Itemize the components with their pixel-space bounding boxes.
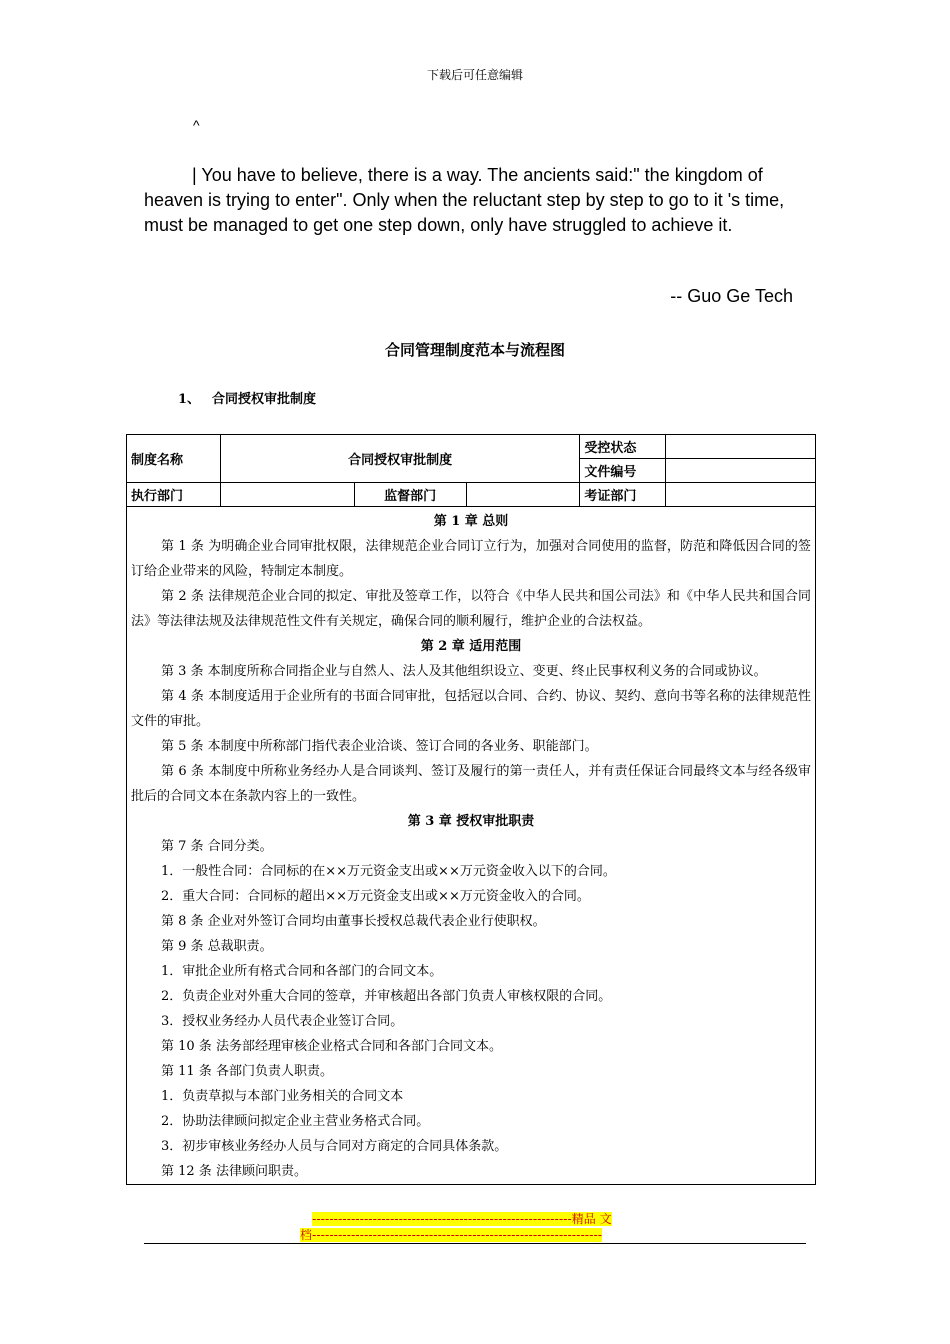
- exec-dept-label: 执行部门: [127, 483, 221, 507]
- article-paragraph: 2．负责企业对外重大合同的签章，并审核超出各部门负责人审核权限的合同。: [161, 989, 612, 1004]
- footer-rule: [144, 1243, 806, 1244]
- file-number-label: 文件编号: [580, 459, 666, 483]
- article-paragraph: 第 12 条 法律顾问职责。: [161, 1164, 307, 1179]
- footer-line-1: ------------------------------------------------------------精品 文: [312, 1212, 612, 1226]
- article-paragraph: 第 2 条 法律规范企业合同的拟定、审批及签章工作，以符合《中华人民共和国公司法》和《中华人民共和国合同法》等法律法规及法律规范性文件有关规定，确保合同的顺利履行，维护企业的合法权益。: [131, 589, 811, 629]
- section-heading: [178, 388, 316, 407]
- article-paragraph: 2．重大合同：合同标的超出××万元资金支出或××万元资金收入的合同。: [161, 889, 590, 904]
- article-paragraph: 第 11 条 各部门负责人职责。: [161, 1064, 333, 1079]
- chapter-heading: 第 1 章 总则: [433, 514, 509, 529]
- supervise-dept-value: [466, 483, 580, 507]
- status-label: 受控状态: [580, 435, 666, 459]
- article-paragraph: 第 6 条 本制度中所称业务经办人是合同谈判、签订及履行的第一责任人，并有责任保证合同最终文本与经各级审批后的合同文本在条款内容上的一致性。: [131, 764, 811, 804]
- caret-mark: ^: [193, 117, 200, 133]
- article-paragraph: 3．初步审核业务经办人员与合同对方商定的合同具体条款。: [161, 1139, 508, 1154]
- exec-dept-value: [220, 483, 354, 507]
- document-title: 合同管理制度范本与流程图: [384, 341, 565, 359]
- article-paragraph: 第 8 条 企业对外签订合同均由董事长授权总裁代表企业行使职权。: [161, 914, 546, 929]
- page-header: 下载后可任意编辑: [426, 68, 523, 82]
- chapter-heading: 第 3 章 授权审批职责: [407, 814, 535, 829]
- file-number-value: [666, 459, 816, 483]
- regulation-table: [126, 434, 816, 1185]
- article-paragraph: 1．审批企业所有格式合同和各部门的合同文本。: [161, 964, 443, 979]
- section-number: 1、: [178, 392, 201, 407]
- name-label: 制度名称: [127, 435, 221, 483]
- article-paragraph: 第 7 条 合同分类。: [161, 839, 273, 854]
- article-paragraph: 第 1 条 为明确企业合同审批权限，法律规范企业合同订立行为，加强对合同使用的监督，防范和降低因合同的签订给企业带来的风险，特制定本制度。: [131, 539, 811, 579]
- footer-watermark: [300, 1211, 650, 1243]
- article-paragraph: 第 9 条 总裁职责。: [161, 939, 273, 954]
- audit-dept-value: [666, 483, 816, 507]
- name-value: 合同授权审批制度: [220, 435, 579, 483]
- section-title: 合同授权审批制度: [212, 392, 317, 407]
- article-paragraph: 第 3 条 本制度所称合同指企业与自然人、法人及其他组织设立、变更、终止民事权利义务的合同或协议。: [161, 664, 767, 679]
- article-paragraph: 第 5 条 本制度中所称部门指代表企业洽谈、签订合同的各业务、职能部门。: [161, 739, 598, 754]
- article-paragraph: 第 4 条 本制度适用于企业所有的书面合同审批，包括冠以合同、合约、协议、契约、意向书等名称的法律规范性文件的审批。: [131, 689, 811, 729]
- article-paragraph: 第 10 条 法务部经理审核企业格式合同和各部门合同文本。: [161, 1039, 502, 1054]
- article-paragraph: 2．协助法律顾问拟定企业主营业务格式合同。: [161, 1114, 430, 1129]
- supervise-dept-label: 监督部门: [354, 483, 466, 507]
- footer-line-2: 档-------------------------------------------------------------------: [300, 1228, 603, 1242]
- chapter-heading: 第 2 章 适用范围: [420, 639, 522, 654]
- article-paragraph: 1．负责草拟与本部门业务相关的合同文本: [161, 1089, 404, 1104]
- quote-signature: -- Guo Ge Tech: [670, 286, 793, 306]
- article-paragraph: 3．授权业务经办人员代表企业签订合同。: [161, 1014, 404, 1029]
- audit-dept-label: 考证部门: [580, 483, 666, 507]
- status-value: [666, 435, 816, 459]
- quote-paragraph: | You have to believe, there is a way. The ancients said:" the kingdom of heaven is trying to enter". Only when the reluctant step by step to go to it 's time, must be managed to get one step down, only have struggled to achieve it.: [144, 165, 785, 235]
- article-paragraph: 1．一般性合同：合同标的在××万元资金支出或××万元资金收入以下的合同。: [161, 864, 616, 879]
- regulation-content: [127, 507, 816, 1185]
